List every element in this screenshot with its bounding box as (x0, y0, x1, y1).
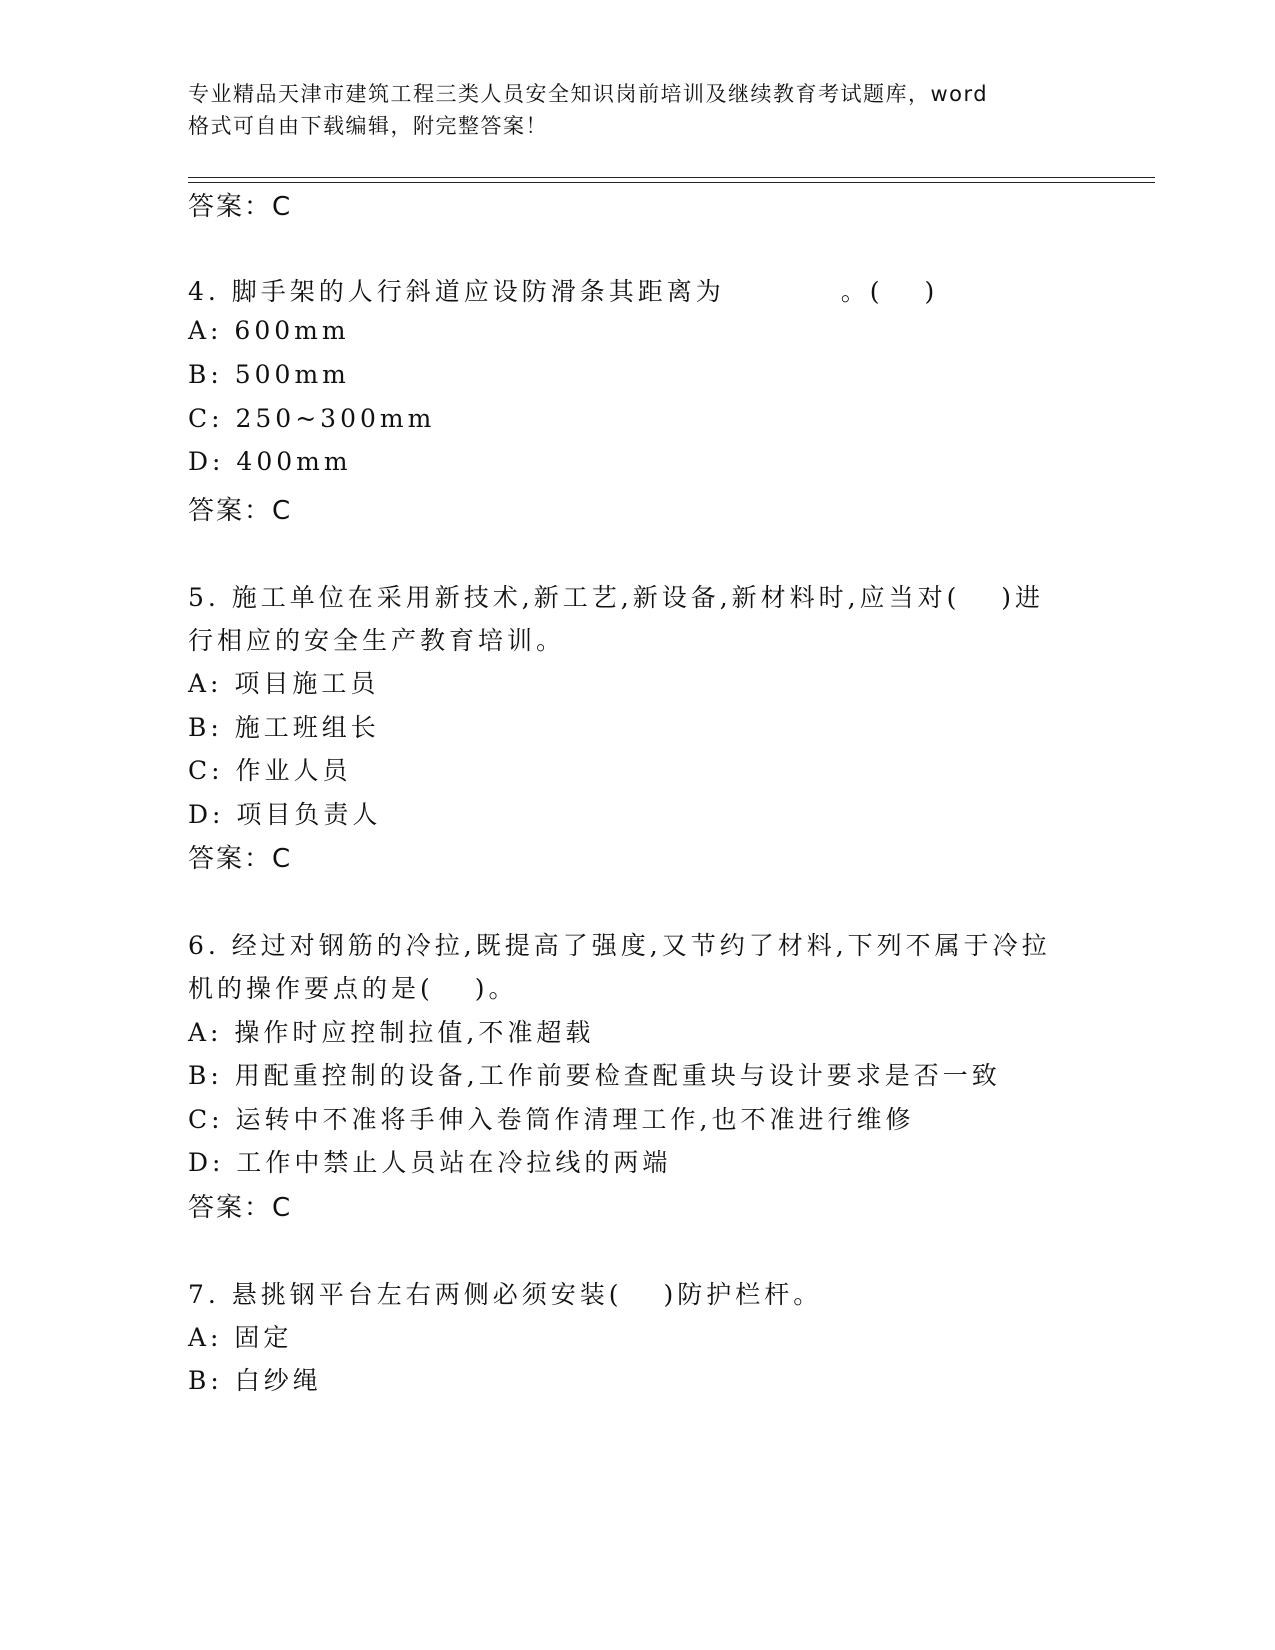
answer-line: 答案：C (188, 192, 293, 222)
question-5-option-a: A: 项目施工员 (188, 669, 380, 698)
question-4-option-d: D: 400mm (188, 447, 352, 476)
question-6-option-b: B: 用配重控制的设备,工作前要检查配重块与设计要求是否一致 (188, 1061, 1001, 1090)
question-6-option-c: C: 运转中不准将手伸入卷筒作清理工作,也不准进行维修 (188, 1105, 915, 1134)
header-title-line-2: 格式可自由下载编辑，附完整答案！ (188, 114, 548, 138)
question-6-stem-line-1: 6. 经过对钢筋的冷拉,既提高了强度,又节约了材料,下列不属于冷拉 (188, 931, 1051, 960)
question-4-option-c: C: 250~300mm (188, 404, 436, 433)
question-5-stem-line-2: 行相应的安全生产教育培训。 (188, 626, 566, 655)
question-6-answer: 答案：C (188, 1193, 293, 1223)
question-6-option-d: D: 工作中禁止人员站在冷拉线的两端 (188, 1148, 672, 1177)
question-4-stem: 4. 脚手架的人行斜道应设防滑条其距离为 。( ) (188, 277, 939, 306)
question-5-answer: 答案：C (188, 844, 293, 874)
header-divider-top (188, 177, 1155, 178)
question-5-option-c: C: 作业人员 (188, 756, 352, 785)
question-4-option-a: A: 600mm (188, 316, 350, 345)
question-4-option-b: B: 500mm (188, 360, 350, 389)
question-7-option-b: B: 白纱绳 (188, 1366, 322, 1395)
question-6-stem-line-2: 机的操作要点的是( )。 (188, 974, 518, 1003)
question-6-option-a: A: 操作时应控制拉值,不准超载 (188, 1018, 595, 1047)
question-7-option-a: A: 固定 (188, 1323, 293, 1352)
header-divider-bottom (188, 182, 1155, 183)
question-5-stem-line-1: 5. 施工单位在采用新技术,新工艺,新设备,新材料时,应当对( )进 (188, 583, 1045, 612)
question-5-option-b: B: 施工班组长 (188, 713, 380, 742)
header-title-line-1: 专业精品天津市建筑工程三类人员安全知识岗前培训及继续教育考试题库，word (188, 82, 989, 106)
question-5-option-d: D: 项目负责人 (188, 800, 382, 829)
question-7-stem: 7. 悬挑钢平台左右两侧必须安装( )防护栏杆。 (188, 1280, 823, 1309)
question-4-answer: 答案：C (188, 496, 293, 526)
